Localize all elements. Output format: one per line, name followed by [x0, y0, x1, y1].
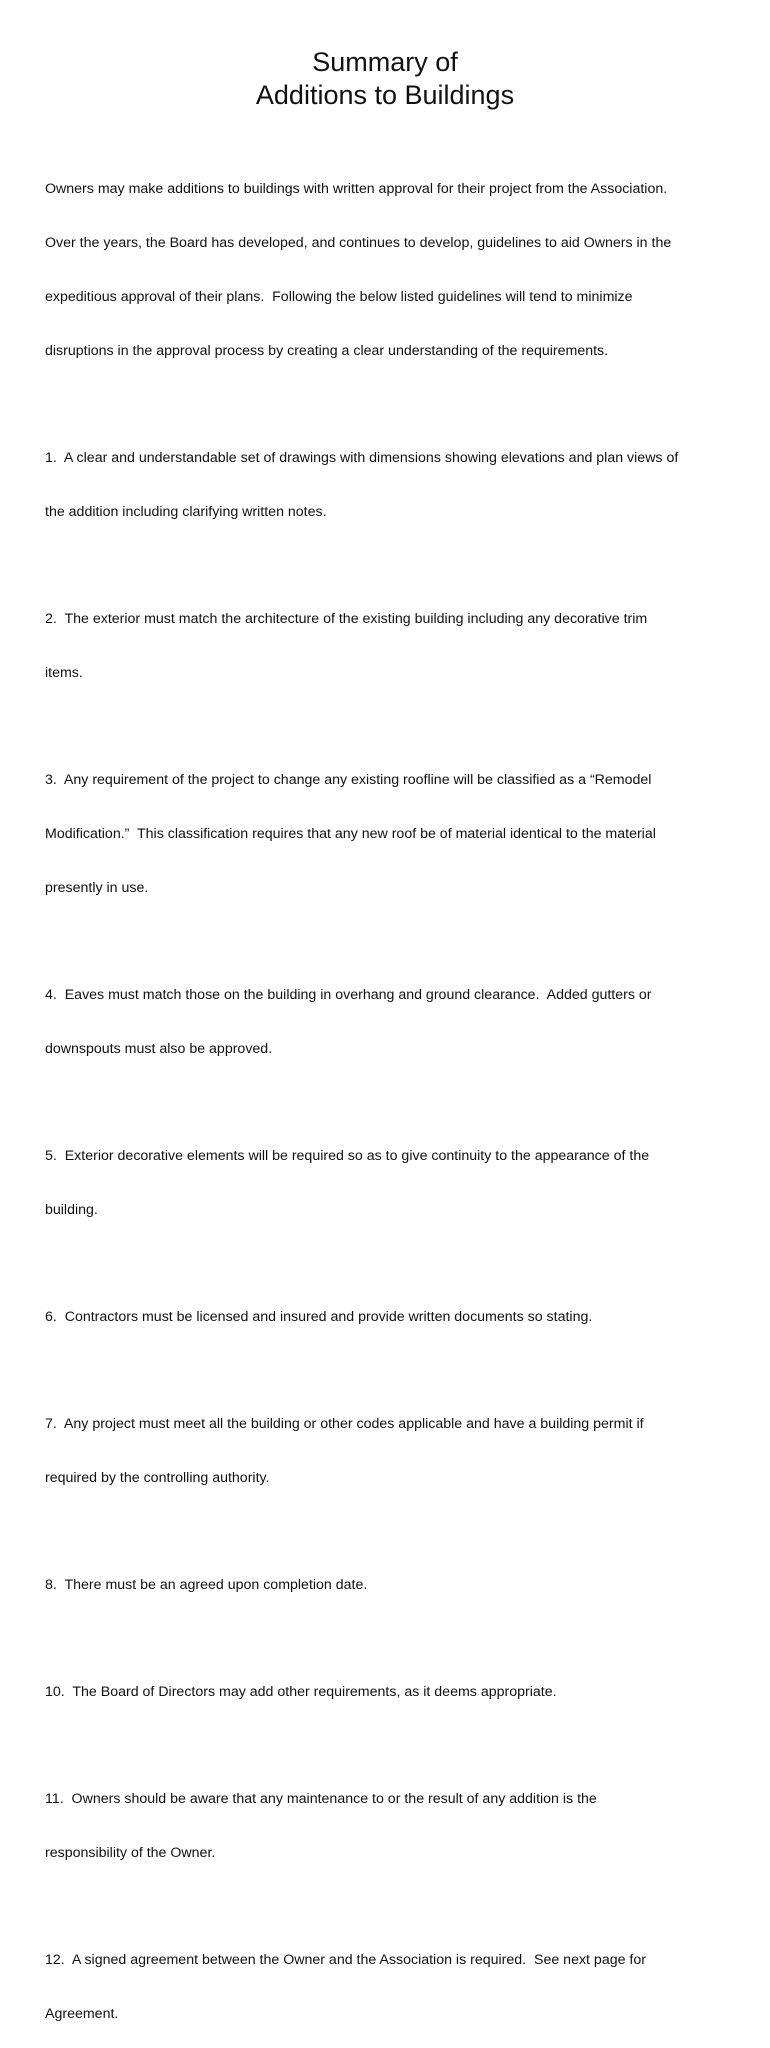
text-line: Modification.” This classification requires that any new roof be of material identical to the material — [45, 826, 656, 842]
intro-paragraph — [45, 144, 735, 396]
guideline-item-1 — [45, 413, 735, 557]
text-line: 1. A clear and understandable set of drawings with dimensions showing elevations and plan views of — [45, 450, 679, 466]
text-line: 8. There must be an agreed upon completion date. — [45, 1577, 368, 1593]
text-line: Over the years, the Board has developed, and continues to develop, guidelines to aid Owners in the — [45, 235, 672, 251]
text-line: 11. Owners should be aware that any maintenance to or the result of any addition is the — [45, 1791, 597, 1807]
text-line: 4. Eaves must match those on the building in overhang and ground clearance. Added gutters or — [45, 987, 652, 1003]
page-title — [0, 46, 770, 112]
text-line: Agreement. — [45, 2006, 119, 2022]
guideline-item-4 — [45, 950, 735, 1094]
text-line: the addition including clarifying written notes. — [45, 504, 327, 520]
text-line: 6. Contractors must be licensed and insured and provide written documents so stating. — [45, 1309, 593, 1325]
guideline-item-8 — [45, 1540, 735, 1630]
text-line: items. — [45, 665, 83, 681]
guideline-item-12 — [45, 1915, 735, 2048]
text-line: disruptions in the approval process by creating a clear understanding of the requirements. — [45, 343, 609, 359]
text-line: required by the controlling authority. — [45, 1470, 270, 1486]
text-line: 5. Exterior decorative elements will be required so as to give continuity to the appearance of the — [45, 1148, 650, 1164]
text-line: 3. Any requirement of the project to change any existing roofline will be classified as a “Remodel — [45, 772, 652, 788]
text-line: downspouts must also be approved. — [45, 1041, 273, 1057]
title-line-1: Summary of — [312, 47, 458, 77]
text-line: Owners may make additions to buildings with written approval for their project from the Association. — [45, 181, 668, 197]
text-line: 2. The exterior must match the architecture of the existing building including any decorative trim — [45, 611, 648, 627]
text-line: 7. Any project must meet all the building or other codes applicable and have a building permit if — [45, 1416, 644, 1432]
document-body — [45, 144, 735, 2048]
guideline-item-10 — [45, 1647, 735, 1737]
guideline-item-6 — [45, 1272, 735, 1362]
title-line-2: Additions to Buildings — [255, 80, 515, 110]
text-line: presently in use. — [45, 880, 149, 896]
text-line: expeditious approval of their plans. Following the below listed guidelines will tend to minimize — [45, 289, 633, 305]
text-line: responsibility of the Owner. — [45, 1845, 216, 1861]
guideline-item-2 — [45, 574, 735, 718]
text-line: building. — [45, 1202, 98, 1218]
text-line: 12. A signed agreement between the Owner and the Association is required. See next page for — [45, 1952, 646, 1968]
guideline-item-7 — [45, 1379, 735, 1523]
guideline-item-5 — [45, 1111, 735, 1255]
text-line: 10. The Board of Directors may add other requirements, as it deems appropriate. — [45, 1684, 557, 1700]
guideline-item-3 — [45, 735, 735, 933]
guideline-item-11 — [45, 1754, 735, 1898]
